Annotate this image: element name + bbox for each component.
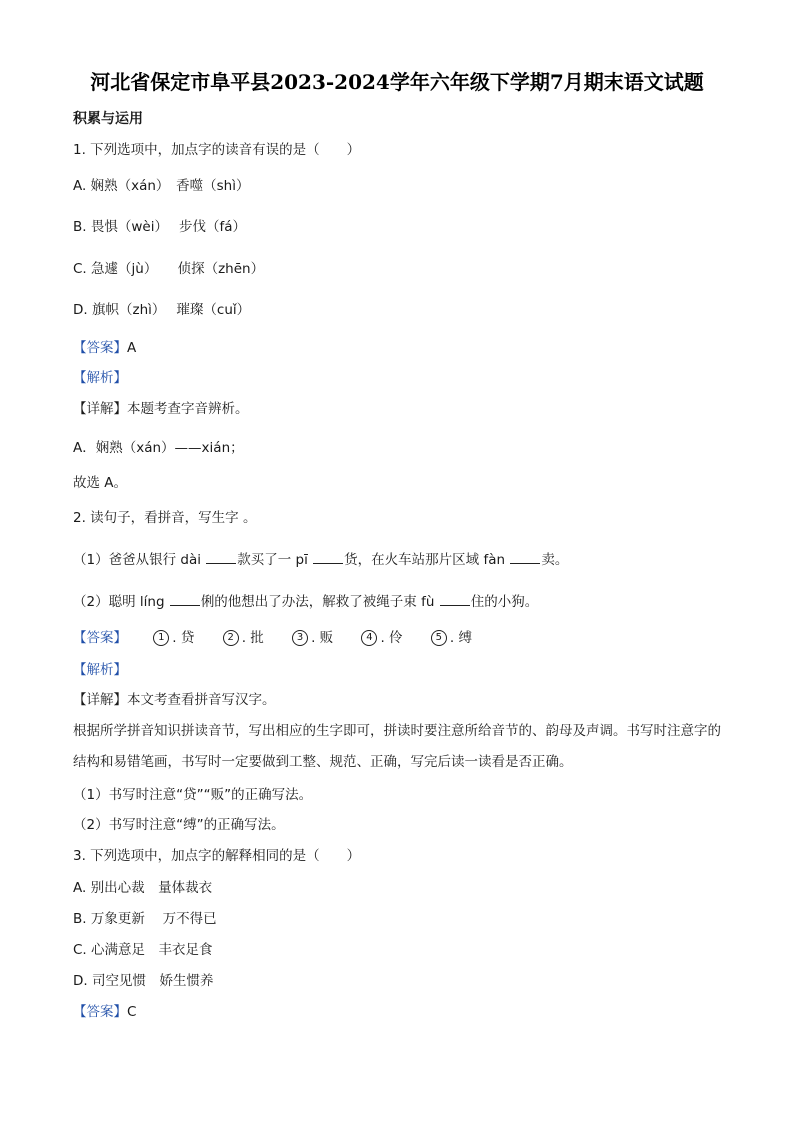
q2-paragraph: 根据所学拼音知识拼读音节，写出相应的生字即可，拼读时要注意所给音节的、韵母及声调。书写时注意字的结构和易错笔画，书写时一定要做到工整、规范、正确，写完后读一读看是否正确。	[73, 723, 721, 770]
detail-text: 本题考查字音辨析。	[127, 401, 249, 417]
answer-item	[223, 628, 264, 648]
q2-s2-part-c: 住的小狗。	[470, 594, 539, 610]
detail-tag: 【详解】	[73, 401, 127, 417]
q1-explanation: A．娴熟（xán）——xián；	[73, 440, 244, 456]
circled-number: 5	[431, 630, 447, 646]
answer-item	[153, 628, 194, 648]
answer-text: . 贩	[311, 630, 334, 646]
section-heading: 积累与运用	[73, 111, 143, 127]
q2-stem: 2. 读句子，看拼音，写生字 。	[73, 510, 257, 526]
q2-answer	[73, 628, 496, 648]
fill-blank[interactable]	[440, 593, 470, 606]
q3-answer	[73, 1002, 136, 1022]
q2-detail	[73, 690, 276, 710]
answer-text: . 缚	[449, 630, 472, 646]
q2-s1-part-b: 款买了一 pī	[237, 552, 313, 568]
q2-analysis-tag: 【解析】	[73, 662, 127, 678]
q3-stem: 3. 下列选项中，加点字的解释相同的是（ ）	[73, 848, 361, 864]
detail-text: 本文考查看拼音写汉字。	[127, 692, 276, 708]
answer-item	[361, 628, 402, 648]
circled-number: 1	[153, 630, 169, 646]
circled-number: 4	[361, 630, 377, 646]
q2-sentence-1	[73, 550, 568, 570]
q1-detail	[73, 399, 249, 419]
q3-option-a: A. 别出心裁 量体裁衣	[73, 880, 213, 896]
answer-tag: 【答案】	[73, 630, 127, 646]
q1-stem: 1. 下列选项中，加点字的读音有误的是（ ）	[73, 142, 361, 158]
answer-text: . 伶	[380, 630, 403, 646]
answer-text: . 贷	[172, 630, 195, 646]
q2-s2-part-b: 俐的他想出了办法，解救了被绳子束 fù	[200, 594, 439, 610]
q1-option-b: B. 畏惧（wèi） 步伐（fá）	[73, 219, 247, 235]
q1-option-a: A. 娴熟（xán） 香噬（shì）	[73, 178, 250, 194]
q2-note-1: （1）书写时注意“贷”“贩”的正确写法。	[73, 787, 313, 803]
q3-option-b: B. 万象更新 万不得已	[73, 911, 217, 927]
answer-item	[431, 628, 472, 648]
q1-choose: 故选 A。	[73, 475, 128, 491]
q3-option-c: C. 心满意足 丰衣足食	[73, 942, 213, 958]
q2-s1-part-d: 卖。	[541, 552, 569, 568]
fill-blank[interactable]	[170, 593, 200, 606]
answer-text: . 批	[241, 630, 264, 646]
page-title: 河北省保定市阜平县2023-2024学年六年级下学期7月期末语文试题	[90, 70, 704, 94]
answer-value: C	[127, 1004, 137, 1020]
answer-value: A	[127, 340, 137, 356]
fill-blank[interactable]	[510, 551, 540, 564]
detail-tag: 【详解】	[73, 692, 127, 708]
q1-option-c: C. 急遽（jù） 侦探（zhēn）	[73, 261, 265, 277]
circled-number: 3	[292, 630, 308, 646]
answer-tag: 【答案】	[73, 1004, 127, 1020]
answer-tag: 【答案】	[73, 340, 127, 356]
q2-note-2: （2）书写时注意“缚”的正确写法。	[73, 817, 285, 833]
q2-s2-part-a: （2）聪明 líng	[73, 594, 169, 610]
q1-analysis-tag: 【解析】	[73, 370, 127, 386]
q1-option-d: D. 旗帜（zhì） 璀璨（cuǐ）	[73, 302, 251, 318]
q2-sentence-2	[73, 592, 538, 612]
q2-s1-part-a: （1）爸爸从银行 dài	[73, 552, 206, 568]
answer-item	[292, 628, 333, 648]
q2-s1-part-c: 货，在火车站那片区域 fàn	[344, 552, 510, 568]
q3-option-d: D. 司空见惯 娇生惯养	[73, 973, 214, 989]
q1-answer	[73, 338, 136, 358]
fill-blank[interactable]	[313, 551, 343, 564]
fill-blank[interactable]	[206, 551, 236, 564]
circled-number: 2	[223, 630, 239, 646]
